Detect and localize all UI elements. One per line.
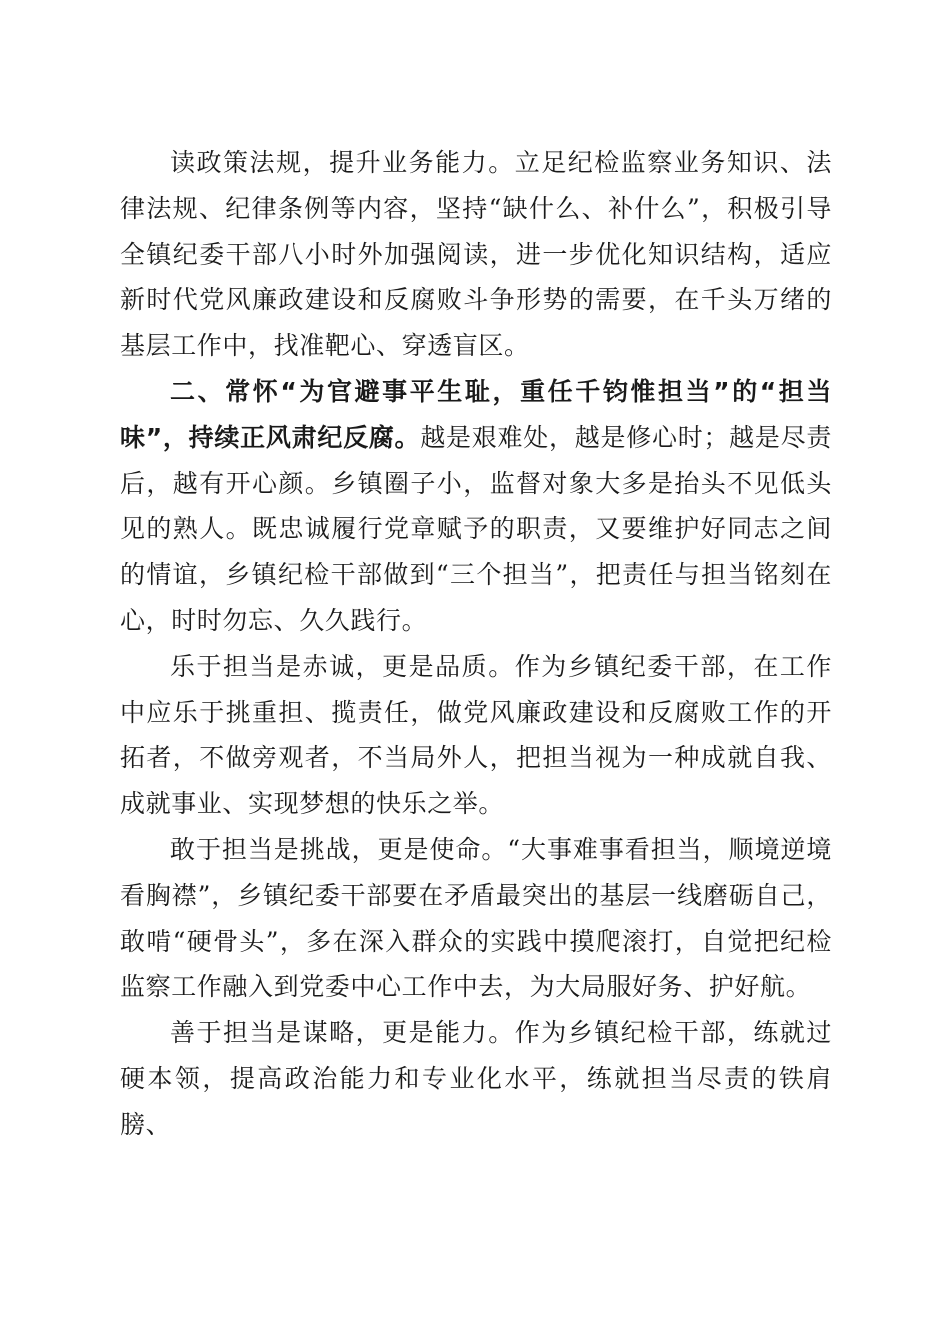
section-heading: 二、常怀“为官避事平生耻，重任千钧惟担当”的“担当味”，持续正风肃纪反腐。 — [120, 376, 832, 452]
paragraph-text: 越是艰难处，越是修心时；越是尽责后，越有开心颜。乡镇圈子小，监督对象大多是抬头不见低头见的熟人。既忠诚履行党章赋予的职责，又要维护好同志之间的情谊，乡镇纪检干部做到“三个担当”，把责任与担当铭刻在心，时时勿忘、久久践行。 — [120, 422, 832, 635]
paragraph-section-two — [120, 369, 832, 644]
document-body — [120, 140, 832, 1148]
paragraph-text: 敢于担当是挑战，更是使命。“大事难事看担当，顺境逆境看胸襟”，乡镇纪委干部要在矛盾最突出的基层一线磨砺自己，敢啃“硬骨头”，多在深入群众的实践中摸爬滚打，自觉把纪检监察工作融入到党委中心工作中去，为大局服好务、护好航。 — [120, 834, 832, 1002]
paragraph-text: 善于担当是谋略，更是能力。作为乡镇纪检干部，练就过硬本领，提高政治能力和专业化水平，练就担当尽责的铁肩膀、 — [120, 1018, 832, 1139]
paragraph-reading-policy — [120, 140, 832, 369]
paragraph-good-responsibility — [120, 1010, 832, 1147]
paragraph-text: 乐于担当是赤诚，更是品质。作为乡镇纪委干部，在工作中应乐于挑重担、揽责任，做党风廉政建设和反腐败工作的开拓者，不做旁观者，不当局外人，把担当视为一种成就自我、成就事业、实现梦想的快乐之举。 — [120, 651, 832, 819]
paragraph-willing-responsibility — [120, 644, 832, 827]
paragraph-dare-responsibility — [120, 827, 832, 1010]
paragraph-text: 读政策法规，提升业务能力。立足纪检监察业务知识、法律法规、纪律条例等内容，坚持“缺什么、补什么”，积极引导全镇纪委干部八小时外加强阅读，进一步优化知识结构，适应新时代党风廉政建设和反腐败斗争形势的需要，在千头万绪的基层工作中，找准靶心、穿透盲区。 — [120, 148, 832, 361]
